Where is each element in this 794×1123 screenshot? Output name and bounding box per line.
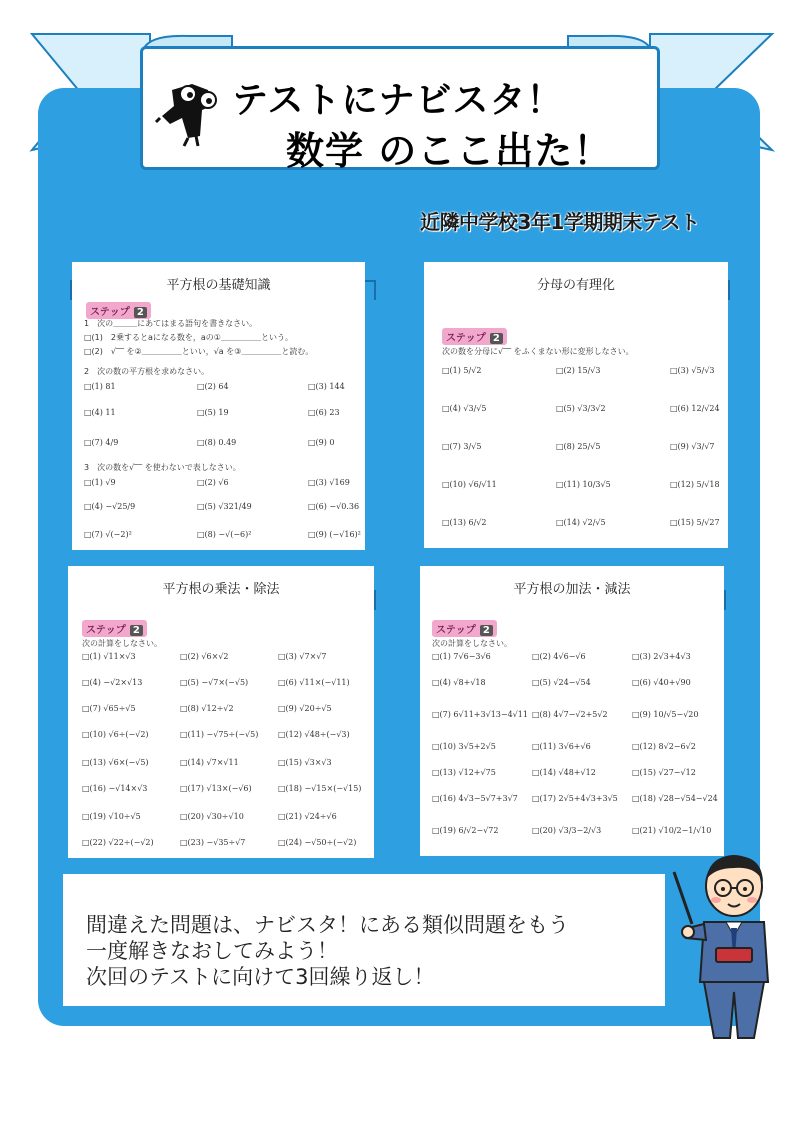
problem-item: □(16) 4√3−5√7+3√7 [432,794,518,803]
problem-item: □(8) 0.49 [197,438,237,447]
problem-item: □(4) √8+√18 [432,678,486,687]
problem-item: □(8) 4√7−√2+5√2 [532,710,608,719]
problem-item: □(14) √7×√11 [180,758,239,767]
advice-text: 間違えた問題は、ナビスタ！にある類似問題をもう 一度解きなおしてみよう！ 次回のテストに向けて3回繰り返し！ [86,913,569,989]
problem-item: □(7) 6√11+3√13−4√11 [432,710,528,719]
problem-item: □(21) √24÷√6 [278,812,337,821]
problem-item: □(22) √22÷(−√2) [82,838,154,847]
problem-item: □(6) 12/√24 [670,404,720,413]
step-badge: ステップ 2 [86,302,151,319]
problem-item: □(4) √3/√5 [442,404,487,413]
problem-item: □(4) 11 [84,408,116,417]
problem-item: □(2) 64 [197,382,229,391]
problem-item: □(14) √48+√12 [532,768,596,777]
problem-item: □(17) 2√5+4√3+3√5 [532,794,618,803]
problem-item: □(15) √27−√12 [632,768,696,777]
instruction: 次の計算をしなさい。 [82,639,162,648]
problem-item: □(19) 6/√2−√72 [432,826,499,835]
problem-item: □(8) −√(−6)² [197,530,252,539]
title-line-2: 数学 のここ出た！ [286,129,613,173]
problem-item: □(6) −√0.36 [308,502,360,511]
problem-item: □(7) √65÷√5 [82,704,136,713]
problem-item: □(6) √11×(−√11) [278,678,350,687]
problem-item: □(17) √13×(−√6) [180,784,252,793]
problem-item: □(5) √24−√54 [532,678,591,687]
instruction: 次の数を分母に√‾‾ をふくまない形に変形しなさい。 [442,347,634,356]
problem-item: □(2) √6 [197,478,229,487]
problem-item: □(1) 5/√2 [442,366,482,375]
instruction: 1 次の＿＿＿にあてはまる語句を書きなさい。 [84,319,258,328]
problem-item: □(3) √169 [308,478,350,487]
problem-item: □(12) 5/√18 [670,480,720,489]
problem-item: □(19) √10÷√5 [82,812,141,821]
problem-item: □(23) −√35÷√7 [180,838,246,847]
problem-item: □(12) √48÷(−√3) [278,730,350,739]
problem-item: □(14) √2/√5 [556,518,606,527]
instruction: □(2) √‾‾ を②＿＿＿＿＿といい，√a を③＿＿＿＿＿と読む。 [84,347,314,356]
step-badge: ステップ 2 [432,620,497,637]
worksheet-card-add-subtract [420,566,724,856]
problem-item: □(1) √9 [84,478,116,487]
problem-item: □(7) 4/9 [84,438,119,447]
problem-item: □(13) 6/√2 [442,518,487,527]
problem-item: □(3) √5/√3 [670,366,715,375]
problem-item: □(5) √321/49 [197,502,252,511]
instruction: □(1) 2乗するとaになる数を，aの①＿＿＿＿＿という。 [84,333,293,342]
problem-item: □(9) √3/√7 [670,442,715,451]
problem-item: □(6) 23 [308,408,340,417]
problem-item: □(5) 19 [197,408,229,417]
problem-item: □(8) √12÷√2 [180,704,234,713]
problem-item: □(6) √40+√90 [632,678,691,687]
problem-item: □(12) 8√2−6√2 [632,742,696,751]
problem-item: □(18) −√15×(−√15) [278,784,362,793]
problem-item: □(9) (−√16)² [308,530,361,539]
problem-item: □(9) √20÷√5 [278,704,332,713]
problem-item: □(5) −√7×(−√5) [180,678,249,687]
problem-item: □(11) 3√6+√6 [532,742,591,751]
problem-item: □(5) √3/3√2 [556,404,606,413]
problem-item: □(1) √11×√3 [82,652,136,661]
step-badge: ステップ 2 [442,328,507,345]
problem-item: □(20) √3/3−2/√3 [532,826,602,835]
problem-item: □(9) 10/√5−√20 [632,710,699,719]
problem-item: □(3) √7×√7 [278,652,327,661]
problem-item: □(2) √6×√2 [180,652,229,661]
problem-item: □(4) −√2×√13 [82,678,143,687]
problem-item: □(1) 81 [84,382,116,391]
problem-item: □(8) 25/√5 [556,442,601,451]
problem-item: □(2) 15/√3 [556,366,601,375]
problem-item: □(16) −√14×√3 [82,784,148,793]
problem-item: □(3) 144 [308,382,345,391]
problem-item: □(20) √30÷√10 [180,812,244,821]
problem-item: □(24) −√50÷(−√2) [278,838,357,847]
problem-item: □(11) 10/3√5 [556,480,611,489]
problem-item: □(13) √12+√75 [432,768,496,777]
problem-item: □(15) √3×√3 [278,758,332,767]
card-title: 平方根の乗法・除法 [162,582,280,597]
title-line-1: テストにナビスタ！ [232,80,564,121]
problem-item: □(1) 7√6−3√6 [432,652,491,661]
problem-item: □(10) √6/√11 [442,480,497,489]
worksheet-card-basic [72,262,365,550]
test-subject: 近隣中学校3年1学期期末テスト [420,210,700,234]
problem-item: □(7) √(−2)² [84,530,132,539]
problem-item: □(11) −√75÷(−√5) [180,730,259,739]
problem-item: □(7) 3/√5 [442,442,482,451]
problem-item: □(9) 0 [308,438,335,447]
problem-item: □(2) 4√6−√6 [532,652,586,661]
problem-item: □(10) 3√5+2√5 [432,742,496,751]
problem-item: □(13) √6×(−√5) [82,758,149,767]
problem-item: □(21) √10/2−1/√10 [632,826,712,835]
mascot-icon [152,76,224,150]
problem-item: □(15) 5/√27 [670,518,720,527]
instruction: 2 次の数の平方根を求めなさい。 [84,367,210,376]
card-title: 分母の有理化 [536,278,615,293]
card-title: 平方根の加法・減法 [513,582,631,597]
instruction: 次の計算をしなさい。 [432,639,512,648]
step-badge: ステップ 2 [82,620,147,637]
problem-item: □(10) √6÷(−√2) [82,730,149,739]
problem-item: □(18) √28−√54−√24 [632,794,718,803]
problem-item: □(4) −√25/9 [84,502,136,511]
problem-item: □(3) 2√3+4√3 [632,652,691,661]
card-title: 平方根の基礎知識 [166,278,271,293]
worksheet-card-rationalize [424,262,728,548]
worksheet-card-multiply-divide [68,566,374,858]
instruction: 3 次の数を√‾‾ を使わないで表しなさい。 [84,463,241,472]
teacher-illustration-icon [664,852,774,1042]
